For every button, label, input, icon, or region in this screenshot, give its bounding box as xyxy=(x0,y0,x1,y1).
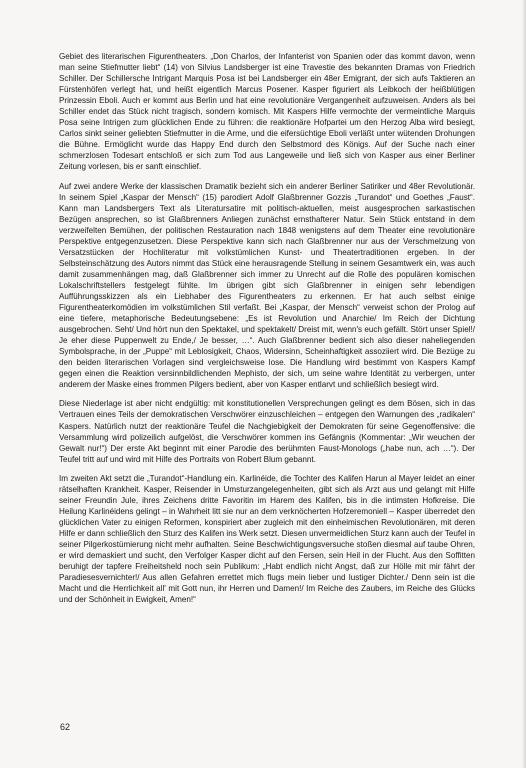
page-body xyxy=(59,51,475,613)
paragraph-kaspar-der-mensch: Auf zwei andere Werke der klassischen Dramatik bezieht sich ein anderer Berliner Satiriker und 48er Revolutionär. In seinem Spiel „Kaspar der Mensch“ (15) parodiert Adolf Glaßbrenner Gozzis „Turandot“ und Goethes „Faust“. Kann man Landsbergers Text als Literatursatire mit politisch-aktuellen, meist ausgesprochen sarkastischen Bezügen ansprechen, so ist Glaßbrenners Anliegen zunächst ernsthafterer Natur. Sein Stück entstand in dem verzweifelten Bemühen, der politischen Restauration nach 1848 wenigstens auf dem Theater eine revolutionäre Perspektive entgegenzusetzen. Diese Perspektive kann sich nach Glaßbrenner nur aus der Verschmelzung von Versatzstücken der Hochliteratur mit volkstümlichen Kunst- und Theatertraditionen ergeben. In der Selbsteinschätzung des Autors nimmt das Stück eine herausragende Stellung in seinem Gesamtwerk ein, was auch damit zusammenhängen mag, daß Glaßbrenner sich immer zu Unrecht auf die Rolle des populären komischen Lokalschriftstellers festgelegt fühlte. Im übrigen gibt sich Glaßbrenner in einigen sehr lebendigen Aufführungsskizzen als ein Liebhaber des Figurentheaters zu erkennen. Er hat auch selbst einige Figurentheaterkomödien im volkstümlichen Stil verfaßt. Bei „Kaspar, der Mensch“ verweist schon der Prolog auf eine tiefere, metaphorische Bedeutungsebene: „Es ist Revolution und Anarchie/ Im Reich der Dichtung ausgebrochen. Seht/ Und hört nun den Spektakel, und spektakelt/ Dreist mit, wenn's euch gefällt. Stört unser Spiel!/ Je eher diese Puppenwelt zu Ende,/ Je besser, …“. Auch Glaßbrenner bedient sich also dieser naheliegenden Symbolsprache, in der „Puppe“ mit Leblosigkeit, Chaos, Widersinn, Scheinhaftigkeit assoziiert wird. Die Bezüge zu den beiden literarischen Vorlagen sind vergleichsweise lose. Die Handlung wird bestimmt von Kaspers Kampf gegen einen die Reaktion versinnbildlichenden Mephisto, der sich, um seine wahre Identität zu verbergen, unter anderem der Maske eines frommen Pilgers bedient, aber von Kasper entlarvt und schließlich besiegt wird. xyxy=(59,181,475,390)
paragraph-zweiter-akt: Im zweiten Akt setzt die „Turandot“-Handlung ein. Karlinéide, die Tochter des Kalifen Harun al Mayer leidet an einer rätselhaften Krankheit. Kasper, Reisender in Umsturzangelegenheiten, gibt sich als Arzt aus und gelangt mit Hilfe seiner Freundin Jule, ihres Zeichens dritte Favoritin im Harem des Kalifen, bis in die intimsten Hofkreise. Die Heilung Karlinéidens gelingt – in Wahrheit litt sie nur an dem verknöcherten Hofzeremoniell – Kasper überredet den glücklichen Vater zu einigen Reformen, konspiriert aber zugleich mit den einheimischen Revolutionären, mit deren Hilfe er dann schließlich den Sturz des Kalifen ins Werk setzt. Diesen unvermeidlichen Sturz kann auch der Teufel in seiner Pilgerkostümierung nicht mehr aufhalten. Seine Beschwichtigungsversuche stoßen diesmal auf taube Ohren, er wird demaskiert und sucht, den Verfolger Kasper dicht auf den Fersen, sein Heil in der Flucht. Aus den Soffitten beruhigt der tapfere Freiheitsheld noch sein Publikum: „Habt endlich nicht Angst, daß zur Hölle mit mir fährt der Paradiesesvernichter!/ Aus allen Gefahren errettet mich flugs mein lieber und lustiger Dichter./ Denn sein ist die Macht und die Herrlichkeit all' mit Gott nun, ihr Herren und Damen!/ Im Reiche des Zaubers, im Reiche des Glücks und der Schönheit in Ewigkeit, Amen!“ xyxy=(59,473,475,605)
paragraph-don-charlos: Gebiet des literarischen Figurentheaters. „Don Charlos, der Infanterist von Spanien oder das kommt davon, wenn man seine Stiefmutter liebt“ (14) von Silvius Landsberger ist eine Travestie des bekannten Dramas von Friedrich Schiller. Der Schillersche Intrigant Marquis Posa ist bei Landsberger ein 48er Emigrant, der sich aufs Taktieren an Fürstenhöfen verlegt hat, und heißt eigentlich Marcus Posener. Kasper figuriert als Leibkoch der heißblütigen Prinzessin Eboli. Auch er kommt aus Berlin und hat eine revolutionäre Vergangenheit aufzuweisen. Anders als bei Schiller endet das Stück nicht tragisch, sondern komisch. Mit Kaspers Hilfe vermochte der vermeintliche Marquis Posa seine Intrigen zum glücklichen Ende zu führen: die reaktionäre Hofpartei um den Herzog Alba wird besiegt, Carlos sinkt seiner geliebten Stiefmutter in die Arme, und die eifersüchtige Eboli verläßt unter wütenden Drohungen die Bühne. Ermöglicht wurde das Happy End durch den Selbstmord des Königs. Auf der Suche nach einer schmerzlosen Todesart entschloß er sich zum Tod aus Langeweile und ließ sich von Kasper aus einer Berliner Zeitung vorlesen, bis er sanft einschlief. xyxy=(59,52,475,172)
page-number: 62 xyxy=(60,722,71,732)
paragraph-niederlage: Diese Niederlage ist aber nicht endgültig: mit konstitutionellen Versprechungen gelingt es dem Bösen, sich in das Vertrauen eines Teils der demokratischen Verschwörer einzuschleichen – entgegen den Warnungen des „radikalen“ Kaspers. Natürlich nutzt der reaktionäre Teufel die Nachgiebigkeit der Demokraten für seine Gegenoffensive: die Versammlung wird polizeilich aufgelöst, die Verschwörer kommen ins Gefängnis (Kommentar: „Wir weuchen der Gewalt nur!“) Der erste Akt beginnt mit einer Parodie des berühmten Faust-Monologs („habe nun, ach …“). Der Teufel tritt auf und wird mit Hilfe des Portraits von Robert Blum gebannt. xyxy=(59,399,475,464)
scan-edge-shadow xyxy=(522,0,526,768)
